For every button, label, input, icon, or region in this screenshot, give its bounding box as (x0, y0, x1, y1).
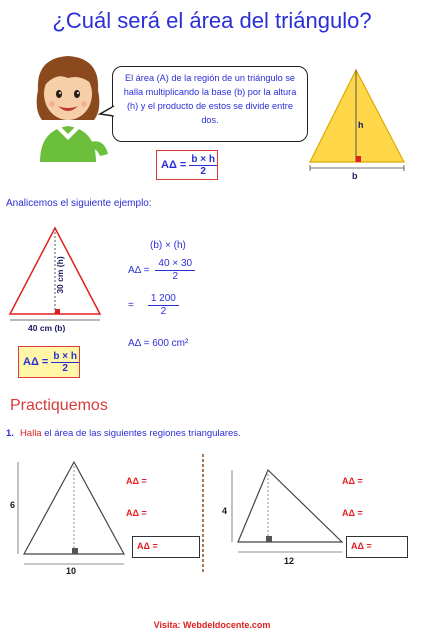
exercise-triangle-1 (16, 456, 128, 576)
example-height-label: 30 cm (h) (55, 256, 65, 294)
step1-lhs: AΔ = (128, 264, 150, 276)
step1-denominator: 2 (172, 270, 179, 282)
intro-base-label: b (352, 171, 358, 181)
step2-numerator: 1 200 (148, 293, 179, 306)
intro-triangle-figure (304, 66, 408, 178)
step2-equals: = (128, 299, 134, 311)
step1-fraction (155, 258, 195, 282)
exercise-number: 1. (6, 428, 14, 439)
triangle2-height: 4 (222, 506, 228, 516)
example-intro: Analicemos el siguiente ejemplo: (6, 198, 152, 209)
triangle1-base: 10 (66, 566, 77, 576)
triangle1-answer-2: AΔ = (126, 508, 147, 518)
triangle2-answer-box[interactable] (346, 536, 408, 558)
triangle1-answer-3: AΔ = (137, 541, 158, 551)
triangle2-answer-2: AΔ = (342, 508, 363, 518)
instruction-rest: el área de las siguientes regiones triangulares. (41, 428, 241, 439)
formula-numerator: b × h (191, 153, 215, 165)
example-formula-fraction (51, 351, 79, 374)
column-divider (200, 454, 206, 574)
step2-denominator: 2 (160, 305, 167, 317)
example-formula-box (18, 346, 80, 378)
step1-numerator: 40 × 30 (155, 258, 195, 271)
triangle2-base: 12 (284, 556, 295, 566)
triangle1-answer-1: AΔ = (126, 476, 147, 486)
footer-link[interactable]: Visita: Webdeldocente.com (153, 620, 271, 630)
speech-bubble-tail (98, 104, 116, 120)
page-title: ¿Cuál será el área del triángulo? (52, 8, 372, 33)
step1-row (128, 258, 195, 282)
step2-row (128, 293, 179, 317)
practice-heading: Practiquemos (10, 397, 108, 414)
example-formula-lhs: AΔ = (23, 356, 49, 368)
exercise-instruction (6, 428, 241, 439)
steps-top-label: (b) × (h) (150, 240, 186, 251)
intro-height-label: h (358, 120, 364, 130)
speech-bubble: El área (A) de la región de un triángulo se halla multiplicando la base (b) por la altura (h) y el producto de estos se divide entre dos. (112, 66, 308, 142)
triangle1-answer-box[interactable] (132, 536, 200, 558)
formula-fraction (189, 154, 217, 177)
step-result: AΔ = 600 cm² (128, 338, 189, 349)
step2-fraction (148, 293, 179, 317)
triangle2-answer-1: AΔ = (342, 476, 363, 486)
exercise-triangle-2 (230, 464, 346, 560)
area-formula-box (156, 150, 218, 180)
instruction-verb: Halla (19, 428, 42, 439)
formula-lhs: AΔ = (161, 159, 187, 171)
triangle2-answer-3: AΔ = (351, 541, 372, 551)
formula-denominator: 2 (200, 165, 206, 177)
triangle1-height: 6 (10, 500, 16, 510)
example-formula-numerator: b × h (53, 350, 77, 362)
example-base-label: 40 cm (b) (28, 323, 66, 333)
example-formula-denominator: 2 (62, 362, 68, 374)
